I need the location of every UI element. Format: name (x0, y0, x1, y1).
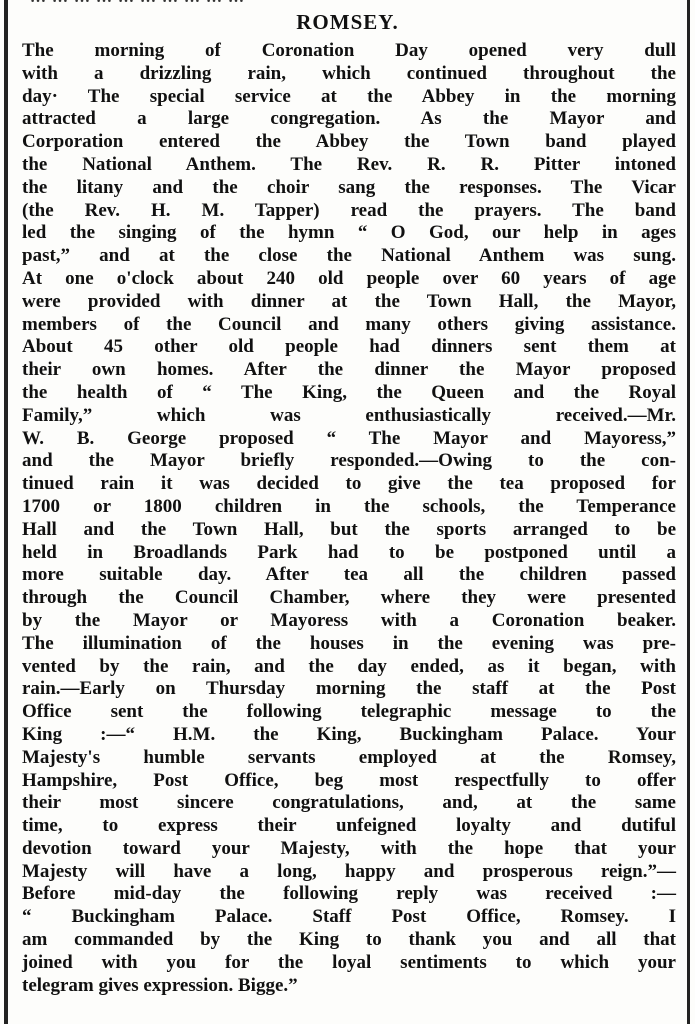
article-line: W. B. George proposed “ The Mayor and Mayoress,” (22, 427, 676, 449)
article-line: Office sent the following telegraphic message to the (22, 701, 676, 723)
article-line: the litany and the choir sang the responses. The Vicar (22, 176, 676, 198)
article-line: Before mid-day the following reply was received :— (22, 883, 676, 905)
article-line: King :—“ H.M. the King, Buckingham Palace. Your (22, 723, 676, 745)
article-line: by the Mayor or Mayoress with a Coronation beaker. (22, 609, 676, 631)
article-line: the National Anthem. The Rev. R. R. Pitter intoned (22, 153, 676, 175)
article-line: vented by the rain, and the day ended, as it began, with (22, 655, 676, 677)
article-line: devotion toward your Majesty, with the hope that your (22, 837, 676, 859)
article-line: with a drizzling rain, which continued throughout the (22, 62, 676, 84)
article-line: Majesty's humble servants employed at the Romsey, (22, 746, 676, 768)
cut-off-text (30, 0, 530, 7)
article-line: Corporation entered the Abbey the Town band played (22, 131, 676, 153)
article-line: 1700 or 1800 children in the schools, the Temperance (22, 495, 676, 517)
article-line: held in Broadlands Park had to be postponed until a (22, 541, 676, 563)
article-line: more suitable day. After tea all the children passed (22, 564, 676, 586)
article-line: (the Rev. H. M. Tapper) read the prayers. The band (22, 199, 676, 221)
article-line: through the Council Chamber, where they were presented (22, 587, 676, 609)
article-title: ROMSEY. (296, 10, 399, 34)
article-line: were provided with dinner at the Town Hall, the Mayor, (22, 290, 676, 312)
article-line: At one o'clock about 240 old people over 60 years of age (22, 267, 676, 289)
article-line: led the singing of the hymn “ O God, our help in ages (22, 222, 676, 244)
column-rule-left (4, 0, 8, 1024)
article-line: Majesty will have a long, happy and prosperous reign.”— (22, 860, 676, 882)
article-line: About 45 other old people had dinners sent them at (22, 336, 676, 358)
article-line: their own homes. After the dinner the Mayor proposed (22, 359, 676, 381)
article-line: joined with you for the loyal sentiments to which your (22, 951, 676, 973)
article-line: The morning of Coronation Day opened very dull (22, 40, 676, 61)
cut-off-previous-line (30, 0, 530, 5)
article-line: am commanded by the King to thank you and all that (22, 929, 676, 951)
article-line: day· The special service at the Abbey in the morning (22, 85, 676, 107)
article-line: rain.—Early on Thursday morning the staff at the Post (22, 678, 676, 700)
article-line: time, to express their unfeigned loyalty and dutiful (22, 815, 676, 837)
article-line: “ Buckingham Palace. Staff Post Office, Romsey. I (22, 906, 676, 928)
article-line: Family,” which was enthusiastically received.—Mr. (22, 404, 676, 426)
article-line: the health of “ The King, the Queen and the Royal (22, 381, 676, 403)
article-line: past,” and at the close the National Anthem was sung. (22, 245, 676, 267)
article-line: Hall and the Town Hall, but the sports arranged to be (22, 518, 676, 540)
article-line: and the Mayor briefly responded.—Owing to the con- (22, 450, 676, 472)
article-line: tinued rain it was decided to give the tea proposed for (22, 473, 676, 495)
column-rule-right (687, 0, 690, 1024)
article-line: The illumination of the houses in the evening was pre- (22, 632, 676, 654)
article-body (22, 40, 676, 997)
article-line: members of the Council and many others giving assistance. (22, 313, 676, 335)
article-line: their most sincere congratulations, and, at the same (22, 792, 676, 814)
article-line: attracted a large congregation. As the Mayor and (22, 108, 676, 130)
article-line: Hampshire, Post Office, beg most respectfully to offer (22, 769, 676, 791)
article-line: telegram gives expression. Bigge.” (22, 974, 298, 996)
